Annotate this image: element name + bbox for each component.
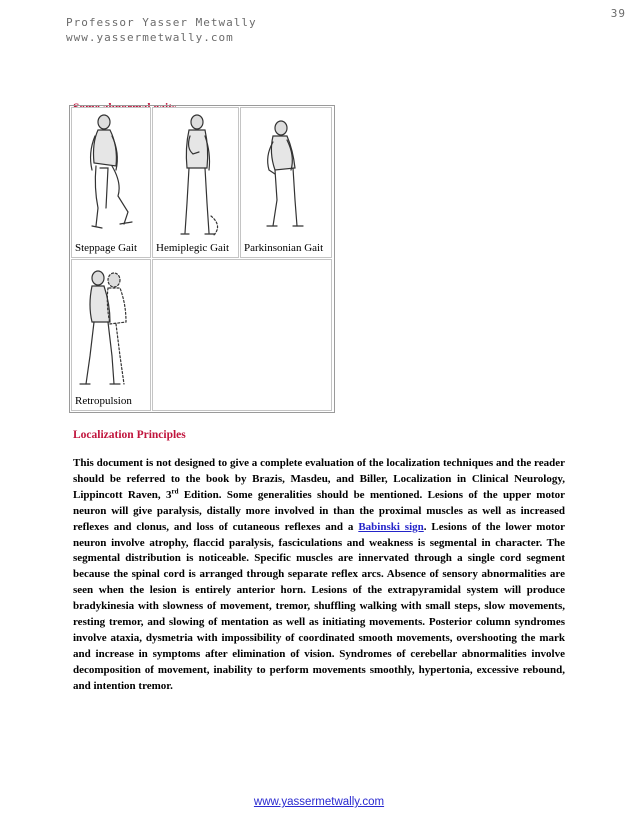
babinski-sign-link[interactable]: Babinski sign: [358, 520, 424, 533]
ordinal-superscript: rd: [171, 487, 179, 496]
footer-url-link[interactable]: www.yassermetwally.com: [253, 796, 385, 808]
gait-label-hemiplegic: Hemiplegic Gait: [156, 242, 230, 254]
gait-figure-table: [69, 105, 335, 413]
gait-cell-parkinsonian: [240, 107, 332, 258]
gait-cell-retropulsion: [71, 259, 151, 411]
gait-cell-empty: [152, 259, 332, 411]
steppage-gait-illustration: [72, 108, 152, 238]
header-url: www.yassermetwally.com: [66, 31, 234, 44]
gait-cell-steppage: [71, 107, 151, 258]
retropulsion-illustration: [72, 260, 152, 392]
gait-label-steppage: Steppage Gait: [75, 242, 138, 254]
section-heading: Localization Principles: [73, 429, 186, 441]
gait-cell-hemiplegic: [152, 107, 239, 258]
paragraph-part-2: Edition. Some generalities should be mentioned. Lesions of the upper motor neuron will give paralysis, distally more involved in than the proximal muscles as well as increased reflexes and clonus, and loss of cutaneous reflexes and a: [73, 488, 565, 533]
parkinsonian-gait-illustration: [241, 108, 333, 238]
gait-label-retropulsion: Retropulsion: [75, 395, 132, 407]
paragraph-part-1: This document is not designed to give a complete evaluation of the localization techniques and the reader should be referred to the book by Brazis, Masdeu, and Biller, Localization in Clinical Neurology, Lippincott Raven, 3: [73, 457, 565, 501]
page-number: 39: [610, 7, 626, 20]
gait-label-parkinsonian: Parkinsonian Gait: [244, 242, 324, 254]
hemiplegic-gait-illustration: [153, 108, 240, 243]
header-author: Professor Yasser Metwally: [66, 16, 257, 29]
body-paragraph: [73, 456, 565, 695]
paragraph-part-3: . Lesions of the lower motor neuron involve atrophy, flaccid paralysis, fasciculations and weakness is segmental in character. The segmental distribution is noticeable. Specific muscles are innervated through a single cord segment because the spinal cord is arranged through separate reflex arcs. Absence of sensory abnormalities are seen when the lesion is entirely anterior horn. Lesions of the extrapyramidal system will produce bradykinesia with slowness of movement, tremor, shuffling walking with small steps, slow movements, resting tremor, and slowing of mentation as well as initiating movements. Posterior column syndromes involve ataxia, dysmetria with impossibility of coordinated smooth movements, overshooting the mark and increase in symptoms after elimination of vision. Syndromes of cerebellar abnormalities involve decomposition of movement, inability to perform movements smoothly, hypertonia, excessive rebound, and intention tremor.: [73, 520, 565, 692]
page-header: [66, 15, 257, 45]
